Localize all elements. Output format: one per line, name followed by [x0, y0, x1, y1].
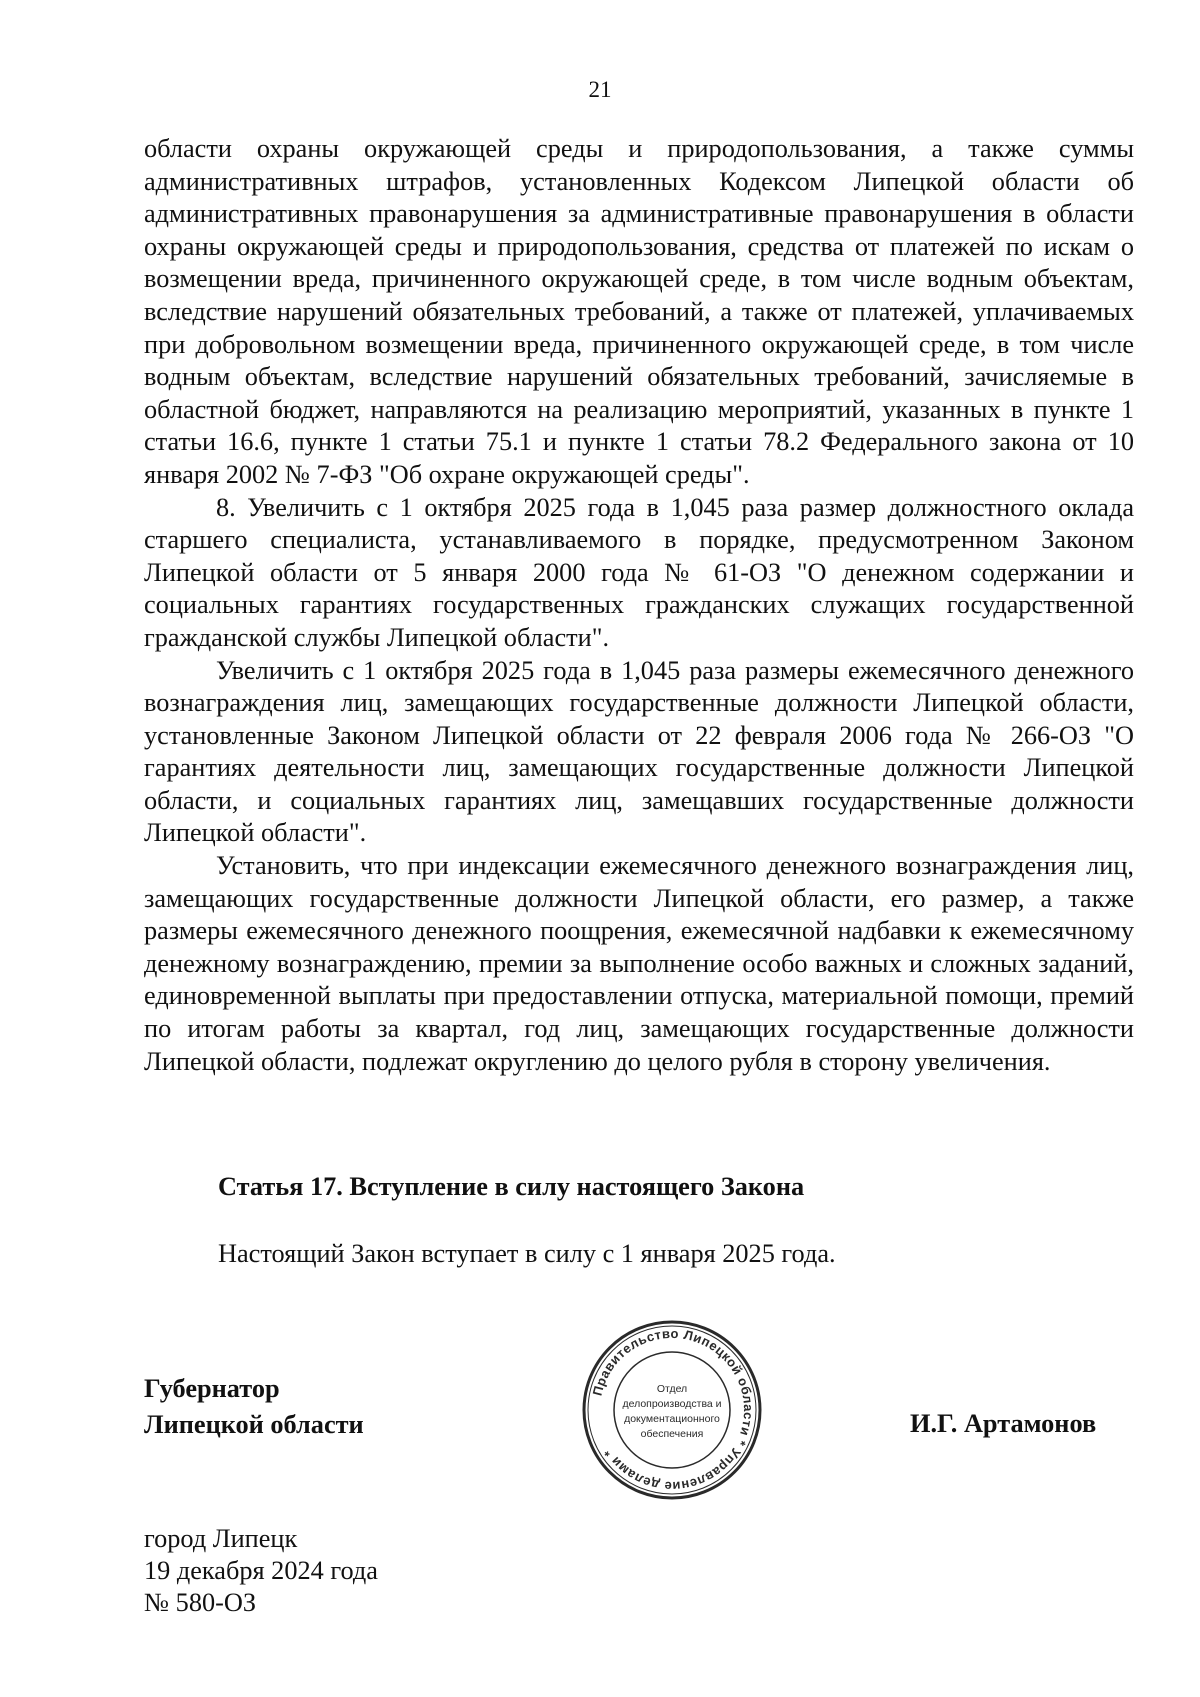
- footer-date: 19 декабря 2024 года: [144, 1556, 378, 1585]
- document-footer: [144, 1523, 378, 1619]
- page-number: 21: [588, 77, 612, 102]
- paragraph-environment-funds: области охраны окружающей среды и природопользования, а также суммы административных штрафов, установленных Кодексом Липецкой области об административных правонарушения за административные правонарушения в области охраны окружающей среды и природопользования, средства от платежей по искам о возмещении вреда, причиненного окружающей среде, в том числе водным объектам, вследствие нарушений обязательных требований, а также от платежей, уплачиваемых при добровольном возмещении вреда, причиненного окружающей среде, в том числе водным объектам, вследствие нарушений обязательных требований, зачисляемые в областной бюджет, направляются на реализацию мероприятий, указанных в пункте 1 статьи 16.6, пункте 1 статьи 75.1 и пункте 1 статьи 78.2 Федерального закона от 10 января 2002 № 7-ФЗ "Об охране окружающей среды".: [144, 134, 1134, 489]
- signatory-name: И.Г. Артамонов: [910, 1409, 1097, 1438]
- footer-number: № 580-ОЗ: [144, 1588, 257, 1617]
- signatory-position: [144, 1371, 364, 1443]
- paragraph-item-8: 8. Увеличить с 1 октября 2025 года в 1,045 раза размер должностного оклада старшего специалиста, устанавливаемого в порядке, предусмотренном Законом Липецкой области от 5 января 2000 года № 61-ОЗ "О денежном содержании и социальных гарантиях государственных гражданских служащих государственной гражданской службы Липецкой области".: [144, 492, 1134, 652]
- article-17-text: Настоящий Закон вступает в силу с 1 января 2025 года.: [218, 1239, 836, 1268]
- signatory-position-line1: Губернатор: [144, 1374, 280, 1403]
- seal-inner-line4: обеспечения: [640, 1428, 704, 1440]
- signatory-position-line2: Липецкой области: [144, 1410, 364, 1439]
- seal-inner-line2: делопроизводства и: [622, 1398, 722, 1410]
- seal-inner-line3: документационного: [624, 1413, 720, 1425]
- article-17-title: Статья 17. Вступление в силу настоящего Закона: [218, 1172, 805, 1201]
- seal-inner-line1: Отдел: [656, 1383, 688, 1395]
- footer-city: город Липецк: [144, 1524, 298, 1553]
- paragraph-remuneration-increase: Увеличить с 1 октября 2025 года в 1,045 раза размеры ежемесячного денежного вознаграждения лиц, замещающих государственные должности Липецкой области, установленные Законом Липецкой области от 22 февраля 2006 года № 266-ОЗ "О гарантиях деятельности лиц, замещающих государственные должности Липецкой области, и социальных гарантиях лиц, замещавших государственные должности Липецкой области".: [144, 655, 1134, 848]
- paragraph-indexation-rounding: Установить, что при индексации ежемесячного денежного вознаграждения лиц, замещающих государственные должности Липецкой области, его размер, а также размеры ежемесячного денежного поощрения, ежемесячной надбавки к ежемесячному денежному вознаграждению, премии за выполнение особо важных и сложных заданий, единовременной выплаты при предоставлении отпуска, материальной помощи, премий по итогам работы за квартал, год лиц, замещающих государственные должности Липецкой области, подлежат округлению до целого рубля в сторону увеличения.: [144, 851, 1134, 1076]
- document-body: [144, 133, 1134, 1078]
- seal-outer-text: Правительство Липецкой области * Управление делами *: [589, 1325, 757, 1495]
- official-seal-stamp: [580, 1318, 764, 1502]
- seal-outer-ring: [584, 1322, 760, 1498]
- seal-inner-ring: [614, 1352, 730, 1468]
